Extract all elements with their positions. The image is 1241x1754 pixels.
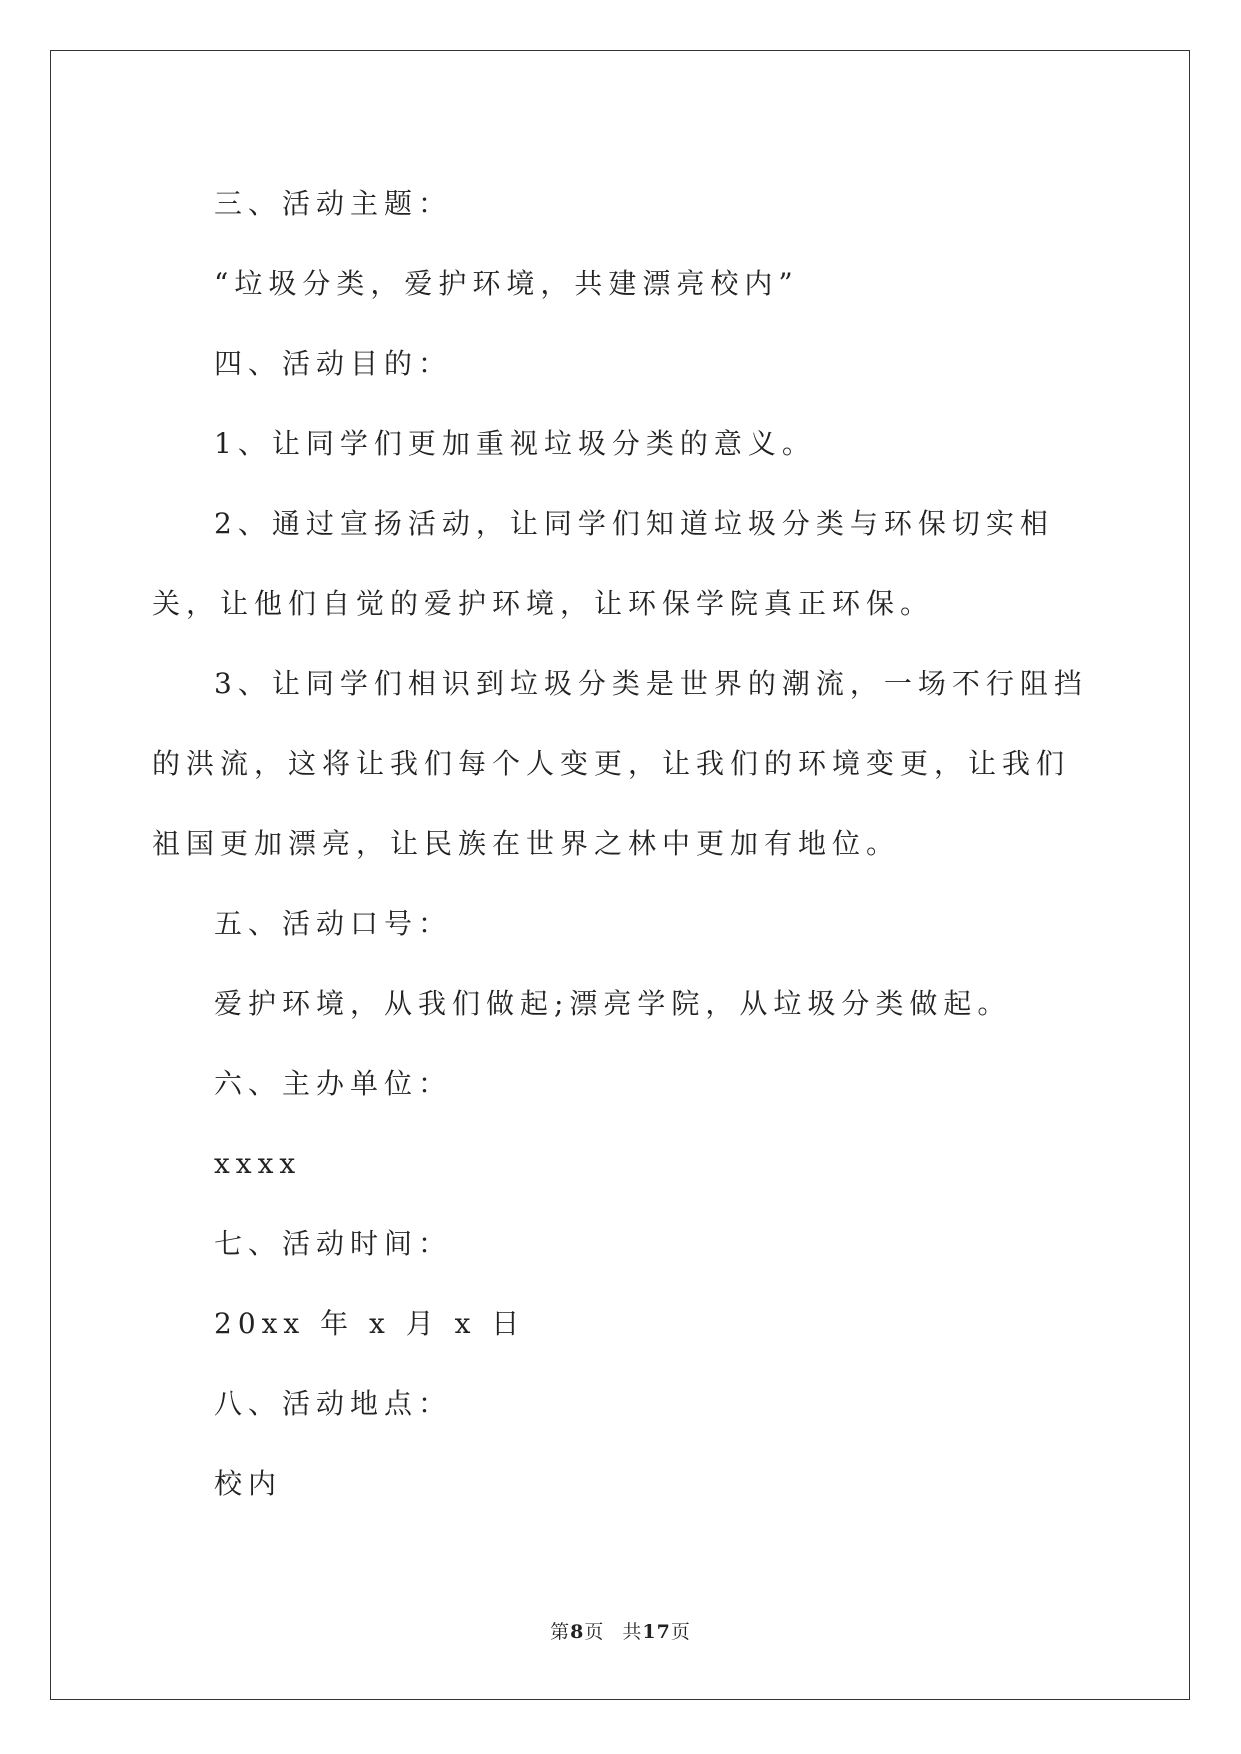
purpose-item-2: 2、通过宣扬活动，让同学们知道垃圾分类与环保切实相关，让他们自觉的爱护环境，让环保学院真正环保。 [152, 507, 1054, 620]
total-prefix: 共 [622, 1621, 643, 1643]
activity-time-text: 20xx 年 x 月 x 日 [214, 1307, 526, 1340]
heading-activity-location: 八、活动地点： [214, 1387, 453, 1420]
heading-activity-theme: 三、活动主题： [214, 187, 453, 220]
total-suffix: 页 [670, 1621, 691, 1643]
page-suffix: 页 [584, 1621, 605, 1643]
page-prefix: 第 [550, 1621, 571, 1643]
activity-slogan-text: 爱护环境，从我们做起;漂亮学院，从垃圾分类做起。 [214, 987, 1012, 1020]
activity-theme-text: “垃圾分类，爱护环境，共建漂亮校内” [214, 267, 799, 300]
page-footer [0, 1620, 1241, 1644]
purpose-item-3: 3、让同学们相识到垃圾分类是世界的潮流，一场不行阻挡的洪流，这将让我们每个人变更，让我们的环境变更，让我们祖国更加漂亮，让民族在世界之林中更加有地位。 [152, 667, 1088, 860]
heading-activity-slogan: 五、活动口号： [214, 907, 453, 940]
page-total-number: 17 [642, 1621, 671, 1643]
heading-activity-time: 七、活动时间： [214, 1227, 453, 1260]
heading-activity-purpose: 四、活动目的： [214, 347, 453, 380]
activity-location-text: 校内 [214, 1467, 283, 1500]
purpose-item-1: 1、让同学们更加重视垃圾分类的意义。 [214, 427, 816, 460]
page-current-number: 8 [570, 1621, 585, 1643]
organizer-text: xxxx [214, 1147, 302, 1180]
document-body [152, 164, 1090, 1524]
heading-organizer: 六、主办单位： [214, 1067, 453, 1100]
